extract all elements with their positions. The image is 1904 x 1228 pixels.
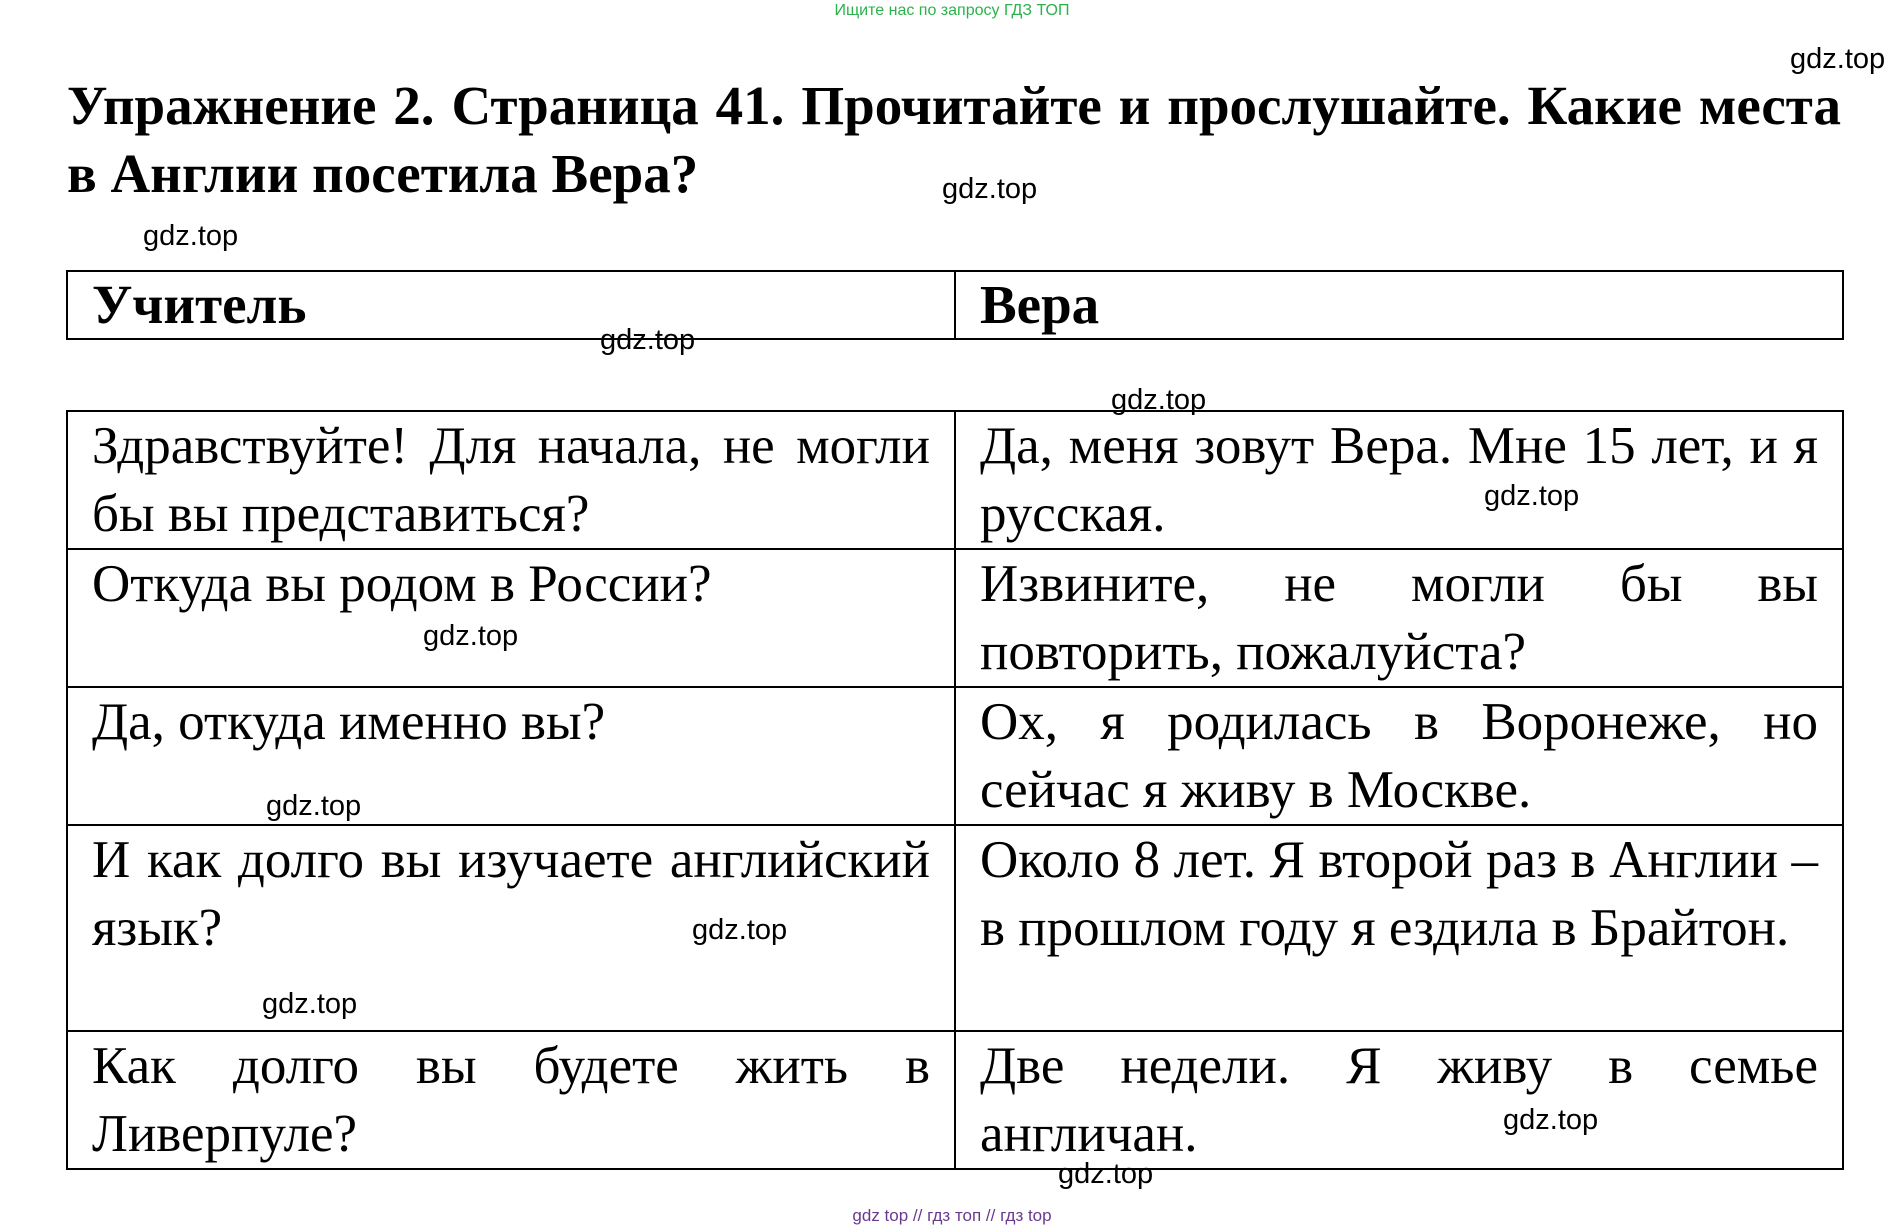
- watermark: gdz.top: [600, 324, 696, 356]
- watermark: gdz.top: [1111, 384, 1207, 416]
- teacher-line: Здравствуйте! Для начала, не могли бы вы представиться?: [67, 411, 955, 549]
- exercise-title: Упражнение 2. Страница 41. Прочитайте и прослушайте. Какие места в Англии посетила Вера?: [67, 75, 1841, 204]
- watermark: gdz.top: [266, 790, 362, 822]
- table-row: [67, 549, 1843, 687]
- header-vera: Вера: [955, 271, 1843, 339]
- watermark: gdz.top: [942, 173, 1038, 205]
- teacher-line: Да, откуда именно вы?: [67, 687, 955, 825]
- vera-line: Около 8 лет. Я второй раз в Англии – в прошлом году я ездила в Брайтон.: [955, 825, 1843, 1031]
- vera-line: Да, меня зовут Вера. Мне 15 лет, и я русская.: [955, 411, 1843, 549]
- vera-line: Извините, не могли бы вы повторить, пожалуйста?: [955, 549, 1843, 687]
- watermark: gdz.top: [262, 988, 358, 1020]
- footer-links[interactable]: gdz top // гдз топ // гдз top: [852, 1206, 1052, 1225]
- vera-line: Две недели. Я живу в семье англичан.: [955, 1031, 1843, 1169]
- search-banner: Ищите нас по запросу ГДЗ ТОП: [834, 2, 1070, 19]
- teacher-line: И как долго вы изучаете английский язык?: [67, 825, 955, 1031]
- header-row: [67, 271, 1843, 339]
- watermark: gdz.top: [692, 914, 788, 946]
- teacher-line: Откуда вы родом в России?: [67, 549, 955, 687]
- table-row: [67, 1031, 1843, 1169]
- teacher-line: Как долго вы будете жить в Ливерпуле?: [67, 1031, 955, 1169]
- watermark: gdz.top: [423, 620, 519, 652]
- watermark: gdz.top: [1503, 1104, 1599, 1136]
- dialogue-header-table: [66, 270, 1844, 340]
- watermark: gdz.top: [1790, 43, 1886, 75]
- header-teacher: Учитель: [67, 271, 955, 339]
- vera-line: Ох, я родилась в Воронеже, но сейчас я живу в Москве.: [955, 687, 1843, 825]
- watermark: gdz.top: [143, 220, 239, 252]
- watermark: gdz.top: [1058, 1158, 1154, 1190]
- watermark: gdz.top: [1484, 480, 1580, 512]
